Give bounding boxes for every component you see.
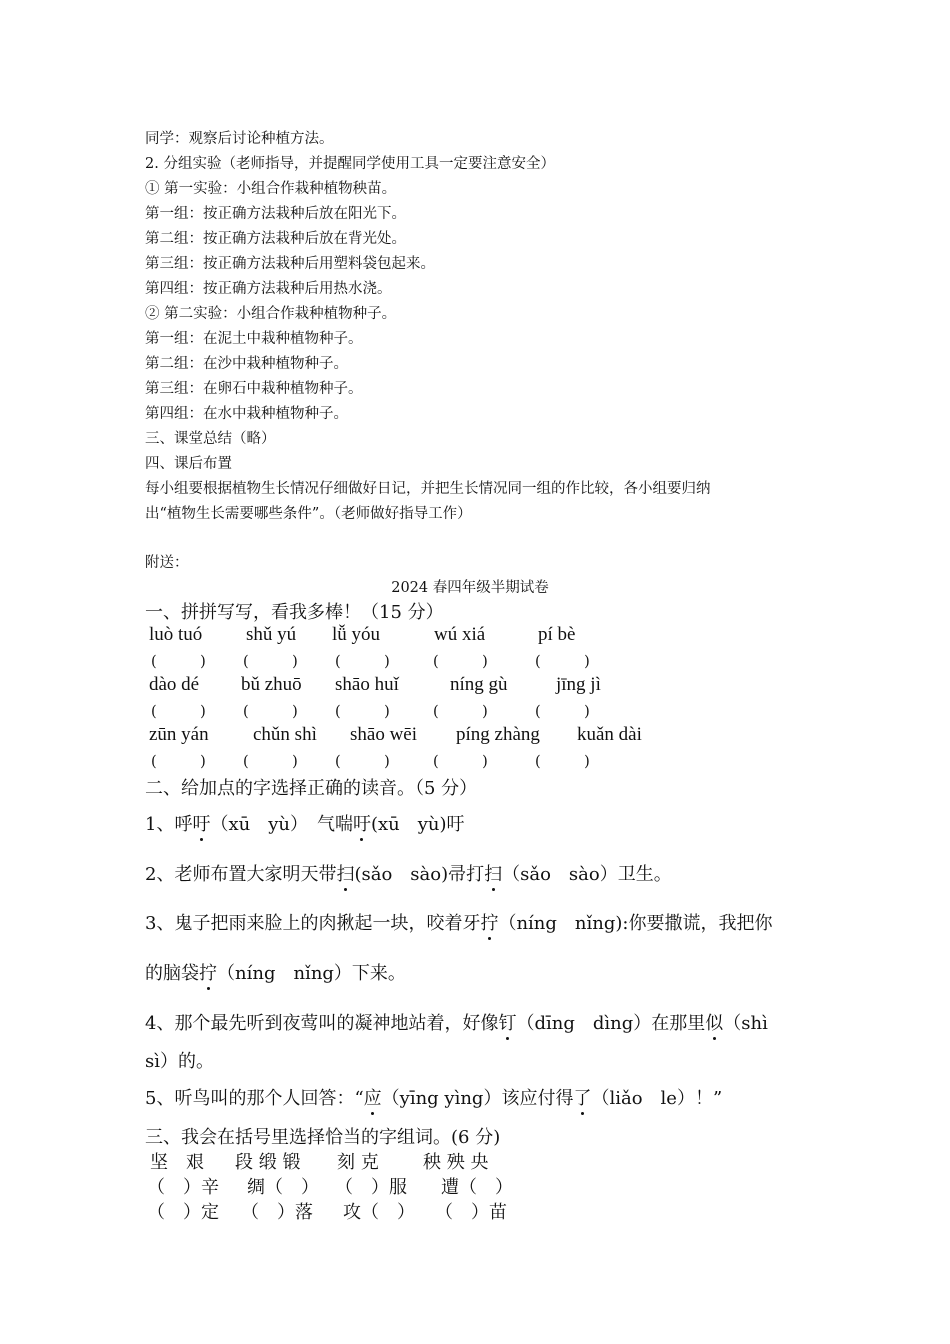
pinyin-item: wú xiá — [434, 624, 486, 645]
dotted-char: 似 — [705, 1009, 723, 1035]
dotted-char: 吁 — [353, 810, 371, 836]
lesson-line: 第三组：按正确方法栽种后用塑料袋包起来。 — [145, 256, 435, 272]
word-blank[interactable]: 遭（ ） — [441, 1177, 513, 1198]
pinyin-item: bǔ zhuō — [241, 674, 302, 695]
word-blank[interactable]: （ ）服 — [335, 1177, 407, 1198]
char-choices: 刻 克 — [337, 1152, 379, 1173]
question-text: （xū yù） 气喘 — [210, 814, 353, 835]
question-text: 的脑袋 — [145, 963, 199, 984]
question-text: (sǎo sào)帚打 — [354, 864, 485, 885]
lesson-line: ② 第二实验：小组合作栽种植物种子。 — [145, 306, 397, 322]
answer-blank[interactable]: ( ) — [335, 754, 390, 770]
lesson-heading: 三、课堂总结（略） — [145, 431, 276, 447]
dotted-char: 应 — [364, 1084, 382, 1110]
pinyin-item: shāo wēi — [350, 724, 418, 745]
question-text: （níng nǐng):你要撒谎，我把你 — [498, 913, 773, 934]
lesson-line: 出“植物生长需要哪些条件”。（老师做好指导工作） — [145, 506, 472, 522]
question-3-line-1 — [145, 909, 772, 935]
answer-blank[interactable]: ( ) — [433, 754, 488, 770]
pinyin-item: shǔ yú — [246, 624, 297, 645]
pinyin-item: jīng jì — [556, 674, 601, 695]
dotted-char: 扫 — [484, 860, 502, 886]
lesson-line: 第二组：在沙中栽种植物种子。 — [145, 356, 348, 372]
lesson-line: 第二组：按正确方法栽种后放在背光处。 — [145, 231, 406, 247]
exam-title: 2024 春四年级半期试卷 — [391, 580, 549, 596]
lesson-line: 2. 分组实验（老师指导，并提醒同学使用工具一定要注意安全） — [145, 156, 555, 172]
section3-heading: 三、我会在括号里选择恰当的字组词。(6 分) — [145, 1127, 501, 1148]
pinyin-item: shāo huǐ — [335, 674, 399, 695]
question-text: 2、老师布置大家明天带 — [145, 864, 337, 885]
dotted-char: 拧 — [480, 909, 498, 935]
question-text: 4、那个最先听到夜莺叫的凝神地站着，好像 — [145, 1013, 499, 1034]
question-text: 5、听鸟叫的那个人回答：“ — [145, 1088, 364, 1109]
question-1 — [145, 810, 465, 836]
answer-blank[interactable]: ( ) — [151, 654, 206, 670]
word-blank[interactable]: （ ）苗 — [435, 1202, 507, 1223]
pinyin-item: níng gù — [450, 674, 508, 695]
question-5 — [145, 1084, 722, 1110]
pinyin-item: zūn yán — [149, 724, 209, 745]
lesson-line: 第一组：在泥土中栽种植物种子。 — [145, 331, 363, 347]
lesson-line: 同学：观察后讨论种植方法。 — [145, 131, 334, 147]
dotted-char: 了 — [573, 1084, 591, 1110]
word-blank[interactable]: （ ）辛 — [147, 1177, 219, 1198]
lesson-line: 第一组：按正确方法栽种后放在阳光下。 — [145, 206, 406, 222]
lesson-heading: 四、课后布置 — [145, 456, 232, 472]
answer-blank[interactable]: ( ) — [151, 704, 206, 720]
appendix-label: 附送： — [145, 555, 189, 571]
dotted-char: 拧 — [199, 959, 217, 985]
question-2 — [145, 860, 672, 886]
answer-blank[interactable]: ( ) — [535, 654, 590, 670]
question-4-line-2: sì）的。 — [145, 1051, 214, 1072]
document-page — [145, 0, 815, 1344]
word-blank[interactable]: （ ）落 — [241, 1202, 313, 1223]
answer-blank[interactable]: ( ) — [433, 654, 488, 670]
question-text: 3、鬼子把雨来脸上的肉揪起一块，咬着牙 — [145, 913, 481, 934]
section1-heading: 一、拼拼写写，看我多棒！（15 分） — [145, 602, 444, 623]
word-blank[interactable]: 攻（ ） — [343, 1202, 415, 1223]
word-blank[interactable]: 绸（ ） — [247, 1177, 319, 1198]
question-text: （dīng dìng）在那里 — [516, 1013, 706, 1034]
word-blank[interactable]: （ ）定 — [147, 1202, 219, 1223]
pinyin-item: dào dé — [149, 674, 200, 695]
question-text: （sǎo sào）卫生。 — [502, 864, 672, 885]
question-text: （shì — [723, 1013, 768, 1034]
question-4-line-1 — [145, 1009, 768, 1035]
lesson-line: 每小组要根据植物生长情况仔细做好日记，并把生长情况同一组的作比较，各小组要归纳 — [145, 481, 711, 497]
answer-blank[interactable]: ( ) — [335, 704, 390, 720]
dotted-char: 扫 — [336, 860, 354, 886]
answer-blank[interactable]: ( ) — [433, 704, 488, 720]
lesson-line: 第四组：按正确方法栽种后用热水浇。 — [145, 281, 392, 297]
answer-blank[interactable]: ( ) — [243, 704, 298, 720]
answer-blank[interactable]: ( ) — [243, 754, 298, 770]
question-text: （níng nǐng）下来。 — [217, 963, 406, 984]
char-choices: 坚 艰 — [150, 1152, 204, 1173]
lesson-line: ① 第一实验：小组合作栽种植物秧苗。 — [145, 181, 397, 197]
question-text: （liǎo le）！” — [591, 1088, 723, 1109]
answer-blank[interactable]: ( ) — [535, 754, 590, 770]
dotted-char: 吁 — [192, 810, 210, 836]
question-text: （yīng yìng）该应付得 — [381, 1088, 574, 1109]
answer-blank[interactable]: ( ) — [535, 704, 590, 720]
pinyin-item: chǔn shì — [253, 724, 317, 745]
lesson-line: 第三组：在卵石中栽种植物种子。 — [145, 381, 363, 397]
section2-heading: 二、给加点的字选择正确的读音。（5 分） — [145, 778, 478, 799]
answer-blank[interactable]: ( ) — [151, 754, 206, 770]
char-choices: 秧 殃 央 — [423, 1152, 489, 1173]
char-choices: 段 缎 锻 — [235, 1152, 301, 1173]
pinyin-item: píng zhàng — [456, 724, 540, 745]
question-text: (xū yù)吁 — [370, 814, 465, 835]
dotted-char: 钉 — [498, 1009, 516, 1035]
lesson-line: 第四组：在水中栽种植物种子。 — [145, 406, 348, 422]
pinyin-item: pí bè — [538, 624, 576, 645]
pinyin-item: luò tuó — [149, 624, 203, 645]
question-3-line-2 — [145, 959, 406, 985]
answer-blank[interactable]: ( ) — [243, 654, 298, 670]
pinyin-item: lǚ yóu — [332, 624, 381, 645]
question-text: 1、呼 — [145, 814, 193, 835]
answer-blank[interactable]: ( ) — [335, 654, 390, 670]
pinyin-item: kuǎn dài — [577, 724, 642, 745]
